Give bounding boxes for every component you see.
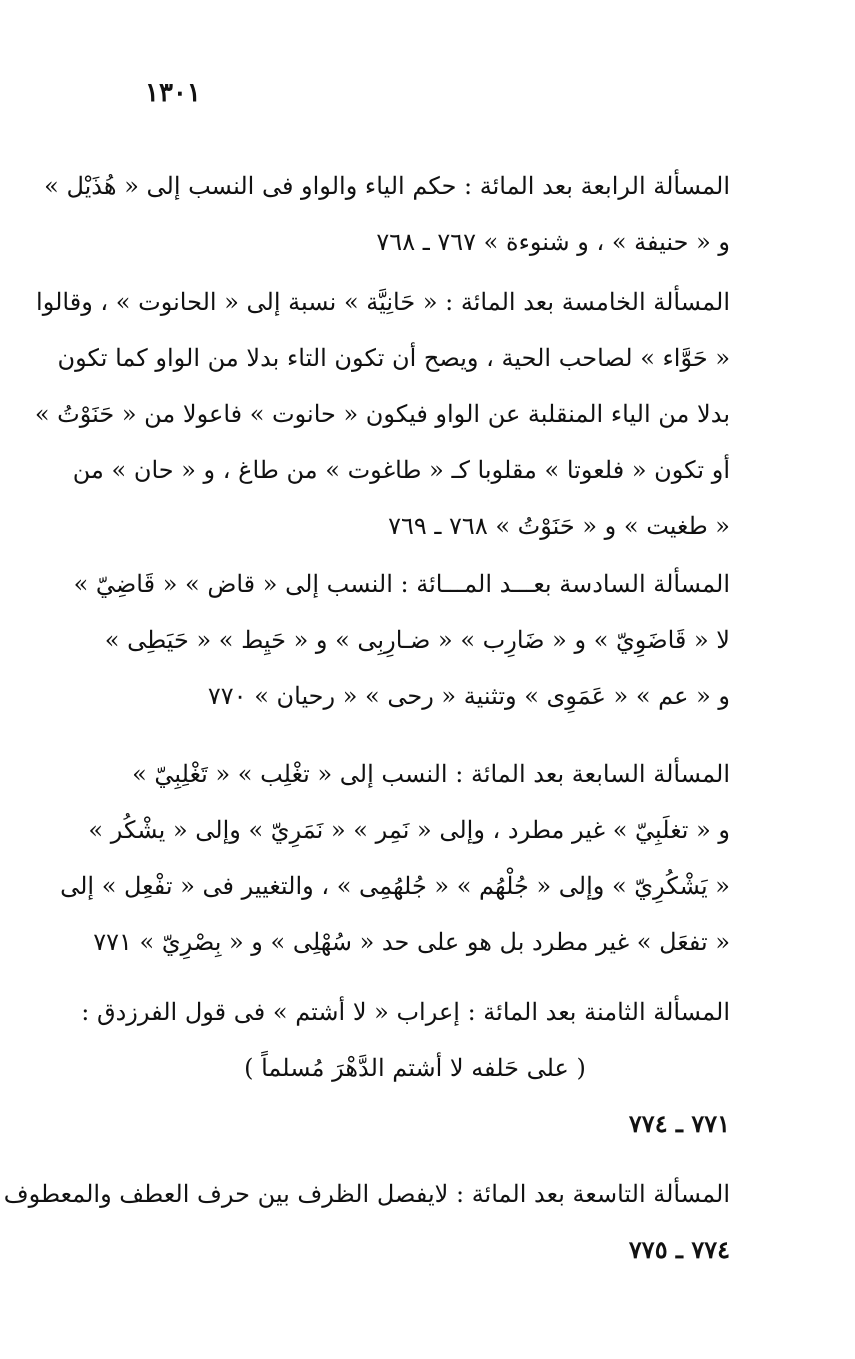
section-107 <box>60 746 730 970</box>
text-line: بدلا من الياء المنقلبة عن الواو فيكون « حانوت » فاعولا من « حَنَوْتُ » <box>34 400 730 428</box>
text-line: أو تكون « فلعوتا » مقلوبا كـ « طاغوت » من طاغ ، و « حان » من <box>72 456 730 484</box>
section-104 <box>44 158 730 270</box>
verse-line: ( على حَلفه لا أشتم الدَّهْرَ مُسلماً ) <box>244 1054 586 1082</box>
page-number: ١٣٠١ <box>145 78 201 108</box>
section-109 <box>3 1166 730 1278</box>
section-106 <box>73 556 730 724</box>
page-range: ٧٧٤ ـ ٧٧٥ <box>628 1235 730 1264</box>
text-line: المسألة الثامنة بعد المائة : إعراب « لا أشتم » فى قول الفرزدق : <box>81 998 730 1026</box>
text-line: لا « قَاضَوِيّ » و « ضَارِب » « ضـارِبِى » و « حَيِط » « حَيَطِى » <box>104 626 730 654</box>
text-line: و « حنيفة » ، و شنوءة » ٧٦٧ ـ ٧٦٨ <box>376 228 730 256</box>
text-line: و « عم » « عَمَوِى » وتثنية « رحى » « رحيان » ٧٧٠ <box>207 682 730 710</box>
section-108 <box>81 984 730 1152</box>
text-line: المسألة الرابعة بعد المائة : حكم الياء والواو فى النسب إلى « هُذَيْل » <box>44 172 730 200</box>
text-line: المسألة التاسعة بعد المائة : لايفصل الظرف بين حرف العطف والمعطوف <box>3 1180 730 1208</box>
text-line: « طغيت » و « حَنَوْتُ » ٧٦٨ ـ ٧٦٩ <box>388 512 730 540</box>
text-line: « حَوَّاء » لصاحب الحية ، ويصح أن تكون التاء بدلا من الواو كما تكون <box>57 344 730 372</box>
section-105 <box>34 274 730 554</box>
page-range: ٧٧١ ـ ٧٧٤ <box>628 1109 730 1138</box>
text-line: المسألة السادسة بعـــد المـــائة : النسب إلى « قاض » « قَاضِيّ » <box>73 570 730 598</box>
text-line: « تفعَل » غير مطرد بل هو على حد « سُهْلِى » و « بِصْرِيّ » ٧٧١ <box>93 928 730 956</box>
text-line: و « تغلَبِيّ » غير مطرد ، وإلى « نَمِر » « نَمَرِيّ » وإلى « يشْكُر » <box>88 816 730 844</box>
text-line: المسألة الخامسة بعد المائة : « حَانِيَّة » نسبة إلى « الحانوت » ، وقالوا <box>36 288 730 316</box>
text-line: « يَشْكُرِيّ » وإلى « جُلْهُم » « جُلهُمِى » ، والتغيير فى « تفْعِل » إلى <box>60 872 730 900</box>
text-line: المسألة السابعة بعد المائة : النسب إلى « تغْلِب » « تَغْلِبِيّ » <box>132 760 730 788</box>
